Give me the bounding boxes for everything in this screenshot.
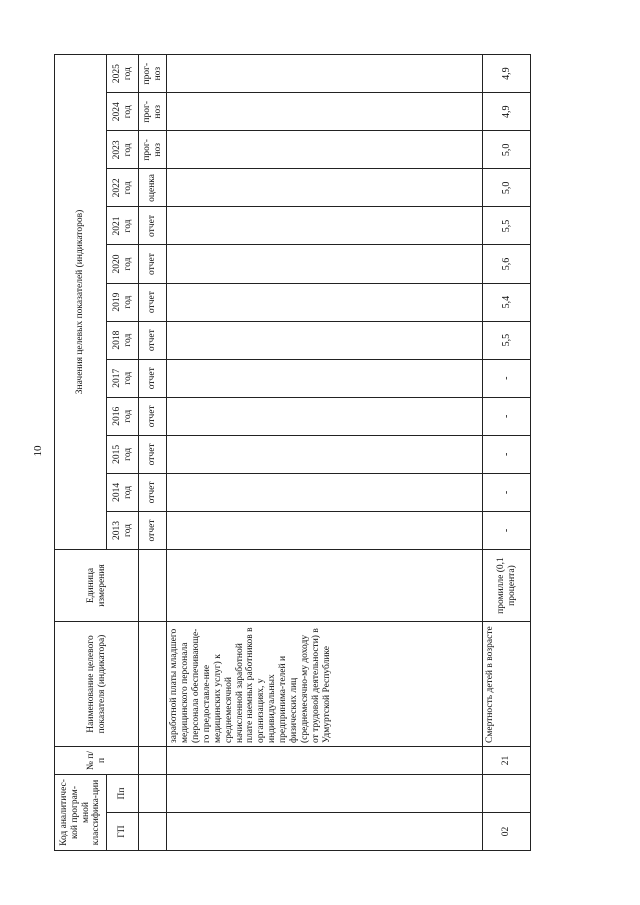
header-status-blank-4: [139, 550, 167, 622]
cell-value-4: -: [483, 359, 531, 397]
cell-gp: 02: [483, 813, 531, 851]
cell-value-12: 4,9: [483, 55, 531, 93]
header-status-blank-2: [139, 747, 167, 775]
cell-value-12: [167, 55, 483, 93]
cell-value-6: [167, 283, 483, 321]
cell-value-0: -: [483, 511, 531, 549]
header-code: Код аналитичес-кой програм-мной классифика-ции: [55, 775, 107, 851]
cell-value-7: 5,6: [483, 245, 531, 283]
cell-value-8: 5,5: [483, 207, 531, 245]
header-year-8: 2021 год: [107, 207, 139, 245]
header-year-11: 2024 год: [107, 93, 139, 131]
header-status-6: отчет: [139, 283, 167, 321]
table-row: [167, 55, 483, 851]
table-row: [483, 55, 531, 851]
header-status-0: отчет: [139, 511, 167, 549]
cell-pp: [483, 775, 531, 813]
page-number: 10: [32, 445, 44, 457]
cell-value-6: 5,4: [483, 283, 531, 321]
header-values-group: Значения целевых показателей (индикаторов): [55, 55, 107, 550]
header-status-2: отчет: [139, 435, 167, 473]
header-year-9: 2022 год: [107, 169, 139, 207]
header-status-9: оценка: [139, 169, 167, 207]
cell-value-1: -: [483, 473, 531, 511]
header-year-1: 2014 год: [107, 473, 139, 511]
cell-value-11: [167, 93, 483, 131]
cell-value-5: [167, 321, 483, 359]
header-num: № п/п: [55, 747, 139, 775]
cell-value-3: -: [483, 397, 531, 435]
cell-num: [167, 747, 483, 775]
header-status-7: отчет: [139, 245, 167, 283]
cell-value-0: [167, 511, 483, 549]
header-status-8: отчет: [139, 207, 167, 245]
header-status-3: отчет: [139, 397, 167, 435]
header-year-7: 2020 год: [107, 245, 139, 283]
cell-value-11: 4,9: [483, 93, 531, 131]
header-status-4: отчет: [139, 359, 167, 397]
cell-value-9: 5,0: [483, 169, 531, 207]
cell-pp: [167, 775, 483, 813]
header-gp: ГП: [107, 813, 139, 851]
header-name: Наименование целевого показателя (индикатора): [55, 622, 139, 747]
cell-value-5: 5,5: [483, 321, 531, 359]
cell-value-3: [167, 397, 483, 435]
cell-value-1: [167, 473, 483, 511]
header-pp: Пп: [107, 775, 139, 813]
header-year-4: 2017 год: [107, 359, 139, 397]
header-status-blank-0: [139, 813, 167, 851]
cell-value-8: [167, 207, 483, 245]
cell-unit: [167, 550, 483, 622]
cell-value-2: [167, 435, 483, 473]
header-year-6: 2019 год: [107, 283, 139, 321]
header-status-11: прог-ноз: [139, 93, 167, 131]
header-status-10: прог-ноз: [139, 131, 167, 169]
cell-unit: промилле (0,1 процента): [483, 550, 531, 622]
header-status-1: отчет: [139, 473, 167, 511]
header-unit: Единица измерения: [55, 550, 139, 622]
indicators-table: [54, 54, 531, 851]
cell-value-7: [167, 245, 483, 283]
cell-num: 21: [483, 747, 531, 775]
header-year-12: 2025 год: [107, 55, 139, 93]
cell-value-4: [167, 359, 483, 397]
header-year-5: 2018 год: [107, 321, 139, 359]
cell-value-10: [167, 131, 483, 169]
cell-name: заработной платы младшего медицинского персонала (персонала обеспечивающе-го предоставле-ние медицинских услуг) к среднемесячной начисленной заработной плате наемных работников в организациях, у индивидуальных предпринима-телей и физических лиц (среднемесячно-му доходу от трудовой деятельности) в Удмуртской Республике: [167, 622, 483, 747]
header-year-0: 2013 год: [107, 511, 139, 549]
header-status-blank-3: [139, 622, 167, 747]
header-status-5: отчет: [139, 321, 167, 359]
header-year-10: 2023 год: [107, 131, 139, 169]
cell-value-10: 5,0: [483, 131, 531, 169]
header-year-3: 2016 год: [107, 397, 139, 435]
header-status-12: прог-ноз: [139, 55, 167, 93]
header-status-blank-1: [139, 775, 167, 813]
cell-name: Смертность детей в возрасте: [483, 622, 531, 747]
cell-value-9: [167, 169, 483, 207]
cell-value-2: -: [483, 435, 531, 473]
cell-gp: [167, 813, 483, 851]
indicator-table-rotated: [54, 55, 530, 851]
header-year-2: 2015 год: [107, 435, 139, 473]
